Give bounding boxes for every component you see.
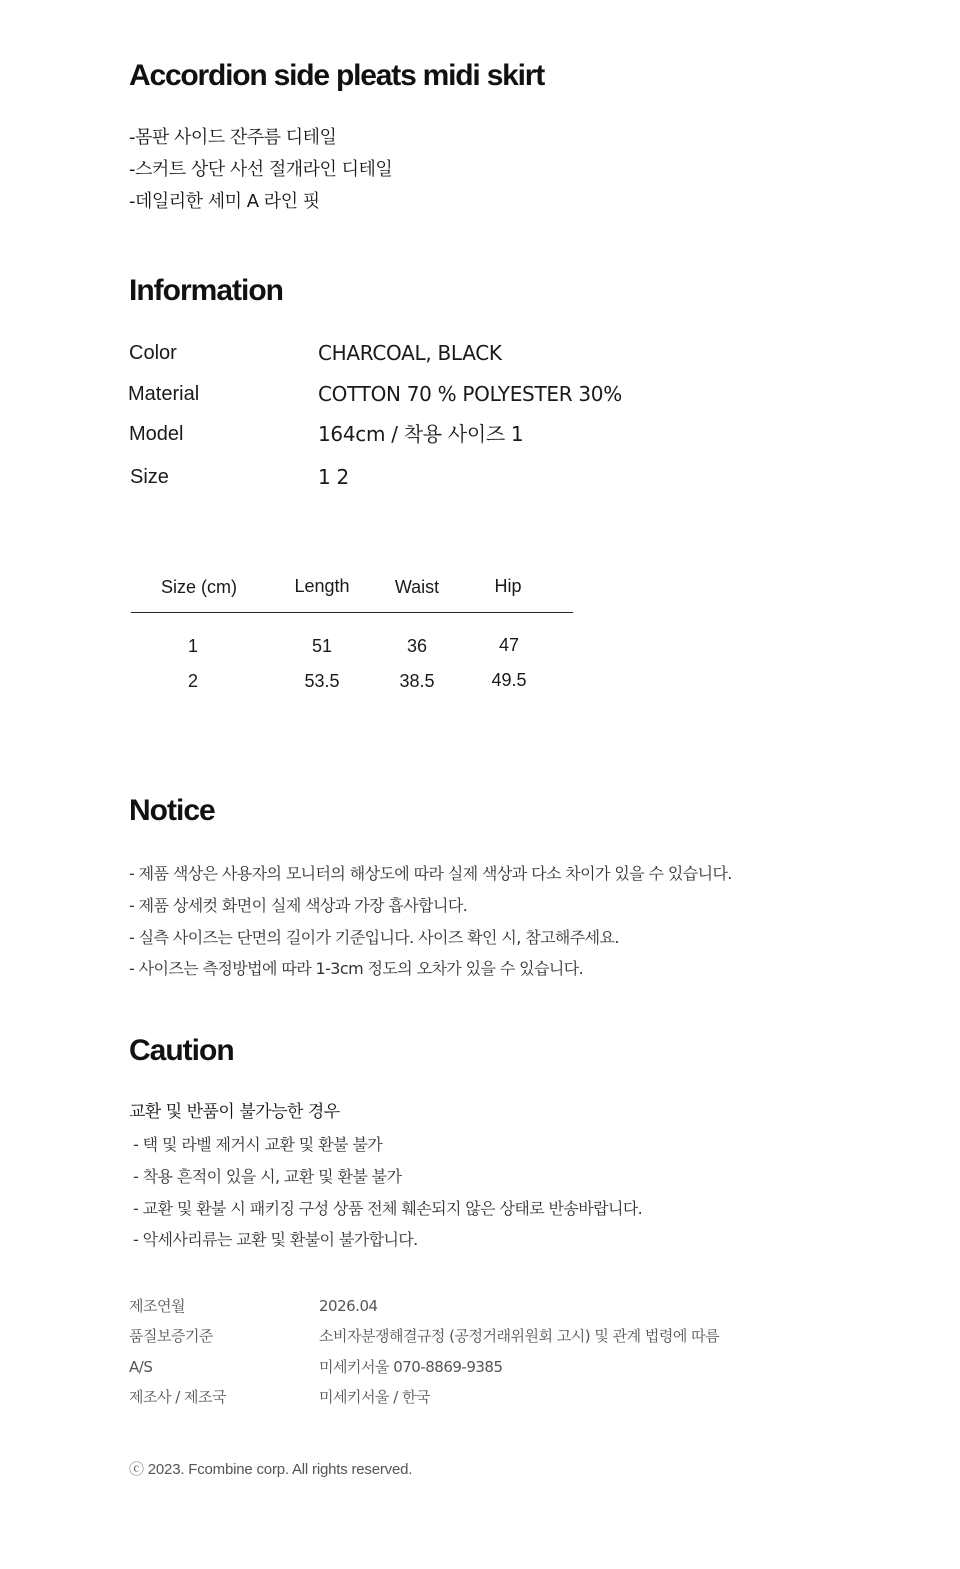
info-value-material: COTTON 70 % POLYESTER 30% <box>318 382 622 406</box>
meta-value-manufacturer: 미세키서울 / 한국 <box>319 1388 431 1406</box>
meta-label-as: A/S <box>129 1358 153 1376</box>
info-value-size: 1 2 <box>318 465 349 489</box>
caution-line: - 착용 흔적이 있을 시, 교환 및 환불 불가 <box>133 1167 402 1186</box>
size-table-cell: 51 <box>311 636 333 656</box>
size-table-cell: 36 <box>406 636 428 656</box>
size-table-header-hip: Hip <box>494 576 522 596</box>
meta-value-quality-standard: 소비자분쟁해결규정 (공정거래위원회 고시) 및 관계 법령에 따름 <box>319 1327 720 1345</box>
meta-label-quality-standard: 품질보증기준 <box>129 1327 213 1345</box>
size-table-header-waist: Waist <box>394 577 440 597</box>
copyright-text: ⓒ 2023. Fcombine corp. All rights reserved. <box>129 1461 413 1478</box>
size-table-cell: 53.5 <box>304 671 340 691</box>
info-value-color: CHARCOAL, BLACK <box>318 341 502 365</box>
meta-value-as: 미세키서울 070-8869-9385 <box>319 1358 503 1376</box>
size-table-cell: 1 <box>187 636 198 656</box>
size-table-cell: 2 <box>187 671 198 691</box>
size-table-header-length: Length <box>294 576 350 596</box>
notice-line: - 제품 상세컷 화면이 실제 색상과 가장 흡사합니다. <box>129 896 468 915</box>
product-title: Accordion side pleats midi skirt <box>129 59 545 92</box>
product-detail-line: -몸판 사이드 잔주름 디테일 <box>129 127 337 148</box>
caution-line: - 택 및 라벨 제거시 교환 및 환불 불가 <box>133 1135 383 1154</box>
info-label-color: Color <box>129 342 177 364</box>
size-table-divider <box>131 612 573 613</box>
caution-subheading: 교환 및 반품이 불가능한 경우 <box>129 1102 340 1122</box>
notice-heading: Notice <box>129 794 215 827</box>
size-table-header-size: Size (cm) <box>161 577 237 597</box>
info-value-model: 164cm / 착용 사이즈 1 <box>318 422 524 446</box>
meta-value-manufacture-date: 2026.04 <box>319 1297 378 1315</box>
size-table-cell: 47 <box>498 635 520 655</box>
caution-heading: Caution <box>129 1034 234 1067</box>
information-heading: Information <box>129 274 283 307</box>
size-table-cell: 49.5 <box>491 670 527 690</box>
meta-label-manufacturer: 제조사 / 제조국 <box>129 1388 227 1406</box>
product-detail-line: -데일리한 세미 A 라인 핏 <box>129 191 320 212</box>
info-label-material: Material <box>128 383 200 405</box>
caution-line: - 악세사리류는 교환 및 환불이 불가합니다. <box>133 1230 418 1249</box>
caution-line: - 교환 및 환불 시 패키징 구성 상품 전체 훼손되지 않은 상태로 반송바랍니다. <box>133 1199 643 1218</box>
meta-label-manufacture-date: 제조연월 <box>129 1297 185 1315</box>
notice-line: - 사이즈는 측정방법에 따라 1-3cm 정도의 오차가 있을 수 있습니다. <box>129 959 584 978</box>
notice-line: - 제품 색상은 사용자의 모니터의 해상도에 따라 실제 색상과 다소 차이가 있을 수 있습니다. <box>129 864 732 883</box>
size-table-cell: 38.5 <box>399 671 435 691</box>
info-label-model: Model <box>129 423 184 445</box>
product-detail-line: -스커트 상단 사선 절개라인 디테일 <box>129 159 393 180</box>
notice-line: - 실측 사이즈는 단면의 길이가 기준입니다. 사이즈 확인 시, 참고해주세요. <box>129 928 619 947</box>
info-label-size: Size <box>130 466 169 488</box>
